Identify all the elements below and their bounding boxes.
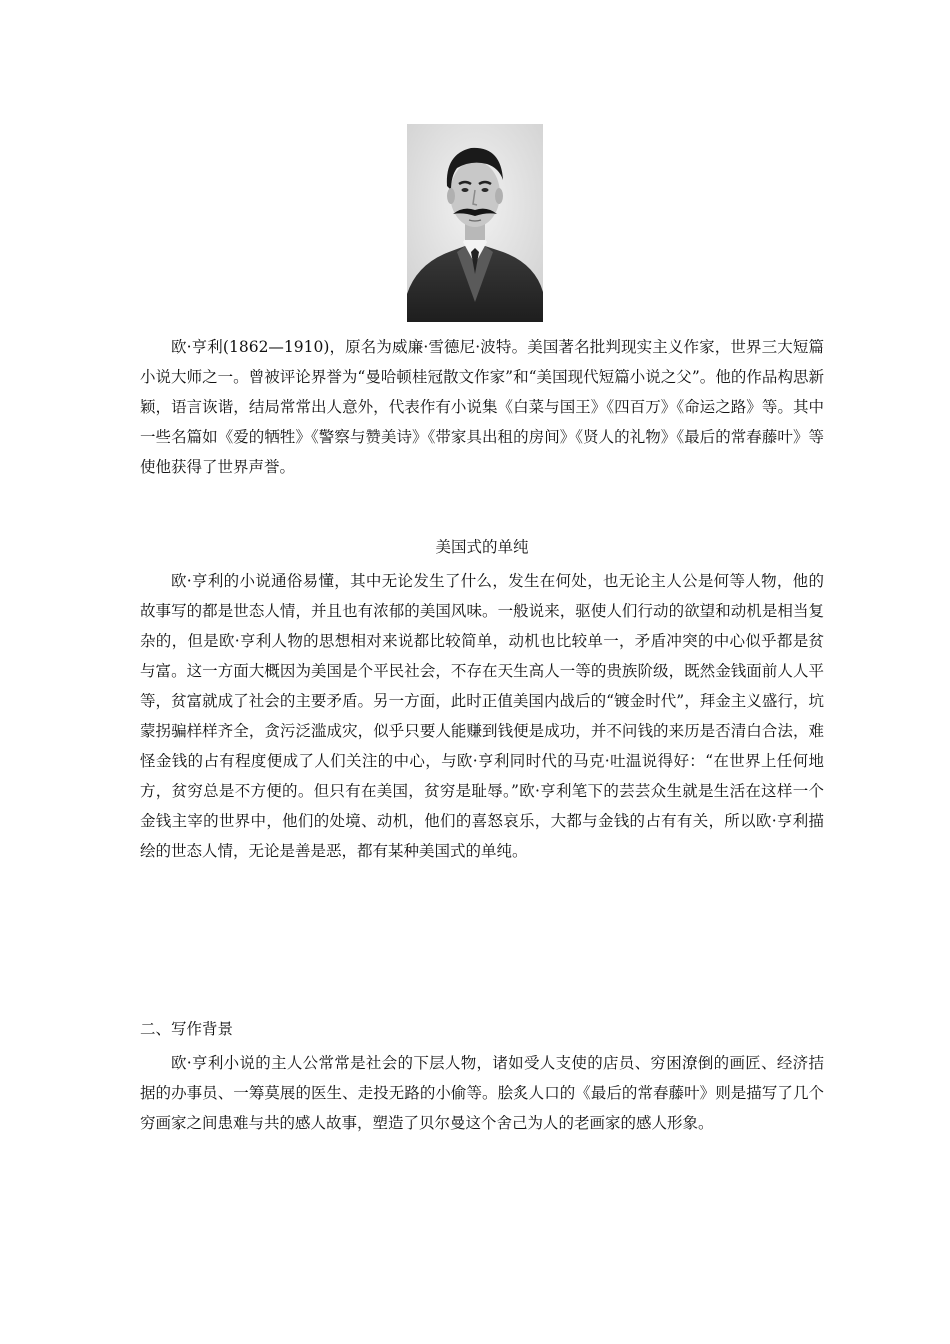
author-portrait [407, 124, 543, 322]
portrait-photo-icon [407, 124, 543, 322]
section1-paragraph: 欧·亨利的小说通俗易懂，其中无论发生了什么，发生在何处，也无论主人公是何等人物，他的故事写的都是世态人情，并且也有浓郁的美国风味。一般说来，驱使人们行动的欲望和动机是相当复杂的，但是欧·亨利人物的思想相对来说都比较简单，动机也比较单一，矛盾冲突的中心似乎都是贫与富。这一方面大概因为美国是个平民社会，不存在天生高人一等的贵族阶级，既然金钱面前人人平等，贫富就成了社会的主要矛盾。另一方面，此时正值美国内战后的“镀金时代”，拜金主义盛行，坑蒙拐骗样样齐全，贪污泛滥成灾，似乎只要人能赚到钱便是成功，并不问钱的来历是否清白合法，难怪金钱的占有程度便成了人们关注的中心，与欧·亨利同时代的马克·吐温说得好：“在世界上任何地方，贫穷总是不方便的。但只有在美国，贫穷是耻辱。”欧·亨利笔下的芸芸众生就是生活在这样一个金钱主宰的世界中，他们的处境、动机，他们的喜怒哀乐，大都与金钱的占有有关，所以欧·亨利描绘的世态人情，无论是善是恶，都有某种美国式的单纯。 [140, 572, 824, 860]
intro-paragraph: 欧·亨利(1862—1910)，原名为威廉·雪德尼·波特。美国著名批判现实主义作家，世界三大短篇小说大师之一。曾被评论界誉为“曼哈顿桂冠散文作家”和“美国现代短篇小说之父”。他的作品构思新颖，语言诙谐，结局常常出人意外，代表作有小说集《白菜与国王》《四百万》《命运之路》等。其中一些名篇如《爱的牺牲》《警察与赞美诗》《带家具出租的房间》《贤人的礼物》《最后的常春藤叶》等使他获得了世界声誉。 [140, 338, 824, 476]
section2-paragraph: 欧·亨利小说的主人公常常是社会的下层人物，诸如受人支使的店员、穷困潦倒的画匠、经济拮据的办事员、一筹莫展的医生、走投无路的小偷等。脍炙人口的《最后的常春藤叶》则是描写了几个穷画家之间患难与共的感人故事，塑造了贝尔曼这个舍己为人的老画家的感人形象。 [140, 1054, 824, 1132]
section-title-american-simplicity: 美国式的单纯 [435, 538, 529, 556]
section-title-writing-background: 二、写作背景 [140, 1020, 234, 1038]
